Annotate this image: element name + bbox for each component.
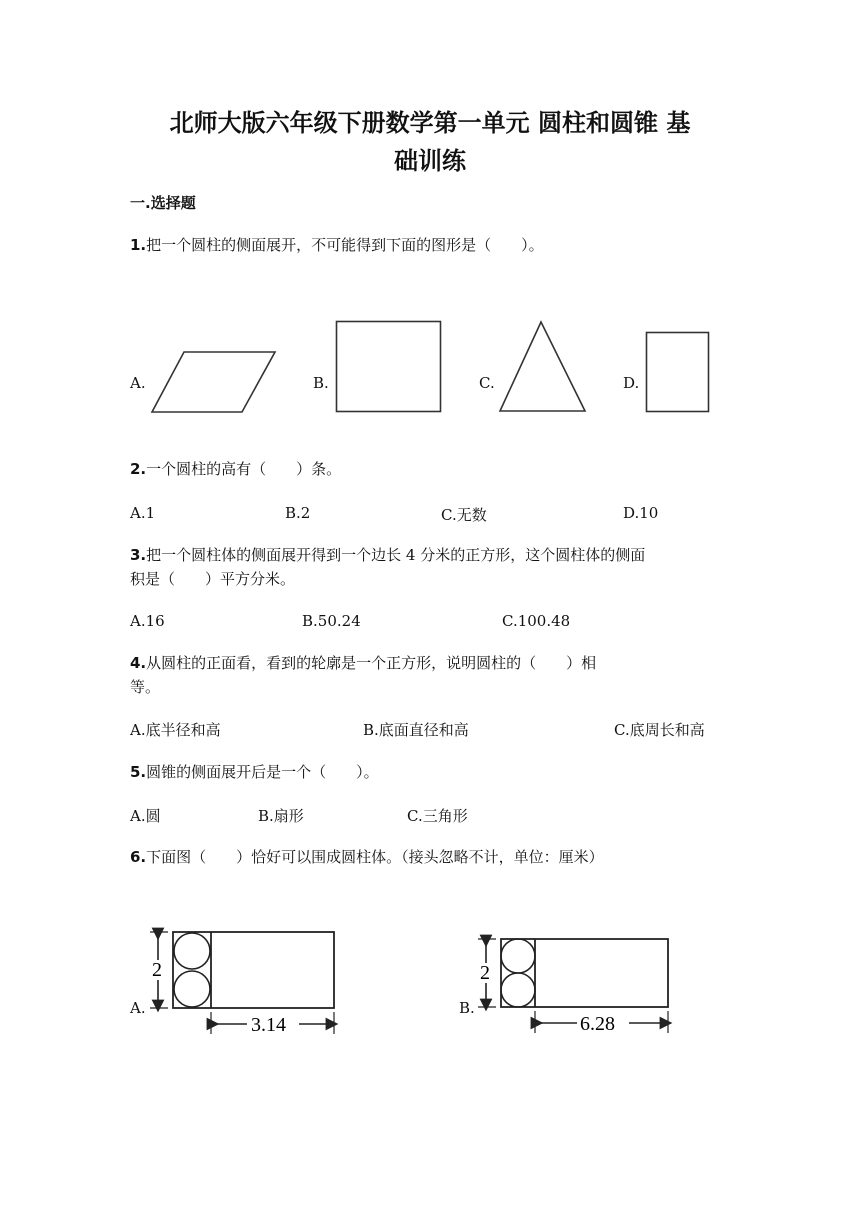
option-b: B.2 [285,504,311,522]
question-number: 3. [130,546,147,564]
question-text: 圆锥的侧面展开后是一个（ ）。 [146,763,379,781]
question-number: 5. [130,763,147,781]
question-text: 一个圆柱的高有（ ）条。 [146,460,342,478]
option-label: A. [130,999,146,1017]
question-5 [130,760,730,784]
option-b: B.50.24 [302,612,361,630]
option-a: A.圆 [130,807,161,825]
question-text-line-2: 积是（ ）平方分米。 [130,570,296,588]
option-a: A.底半径和高 [130,721,221,739]
square-icon [335,320,443,414]
circle-icon [501,973,535,1007]
question-3 [130,543,730,591]
question-text-line-2: 等。 [130,678,161,696]
option-label: D. [623,374,640,392]
question-4 [130,651,730,699]
question-text-line-1: 把一个圆柱体的侧面展开得到一个边长 4 分米的正方形，这个圆柱体的侧面 [146,546,646,564]
option-a: A.1 [130,504,156,522]
option-c: C.三角形 [407,807,468,825]
option-label: B. [459,999,475,1017]
question-2 [130,457,730,481]
option-label: B. [313,374,329,392]
question-text-line-1: 从圆柱的正面看，看到的轮廓是一个正方形，说明圆柱的（ ）相 [146,654,597,672]
option-label: A. [130,374,146,392]
section-heading: 一.选择题 [130,194,196,212]
circle-icon [501,939,535,973]
option-b: B.扇形 [258,807,304,825]
option-c: C.100.48 [502,612,571,630]
rectangle-icon [645,331,711,413]
question-number: 1. [130,236,147,254]
question-text: 下面图（ ）恰好可以围成圆柱体。（接头忽略不计，单位：厘米） [146,848,604,866]
page-title [120,104,740,180]
question-6 [130,845,730,869]
height-label: 2 [152,959,162,981]
question-text: 把一个圆柱的侧面展开，不可能得到下面的图形是（ ）。 [146,236,544,254]
net-diagram-a [148,928,348,1038]
question-number: 2. [130,460,147,478]
parallelogram-icon [150,350,278,414]
height-label: 2 [480,962,490,984]
option-c: C.底周长和高 [614,721,705,739]
circle-icon [174,933,210,969]
option-c: C.无数 [441,506,487,524]
question-number: 6. [130,848,147,866]
option-a: A.16 [130,612,165,630]
question-number: 4. [130,654,147,672]
circle-icon [174,971,210,1007]
length-label: 6.28 [580,1013,615,1035]
triangle-icon [498,320,588,414]
net-diagram-b [475,934,675,1039]
option-label: C. [479,374,495,392]
option-b: B.底面直径和高 [363,721,469,739]
option-d: D.10 [623,504,659,522]
title-line-2: 础训练 [394,147,466,175]
length-label: 3.14 [251,1014,286,1036]
title-line-1: 北师大版六年级下册数学第一单元 圆柱和圆锥 基 [169,109,691,137]
question-1 [130,233,730,257]
